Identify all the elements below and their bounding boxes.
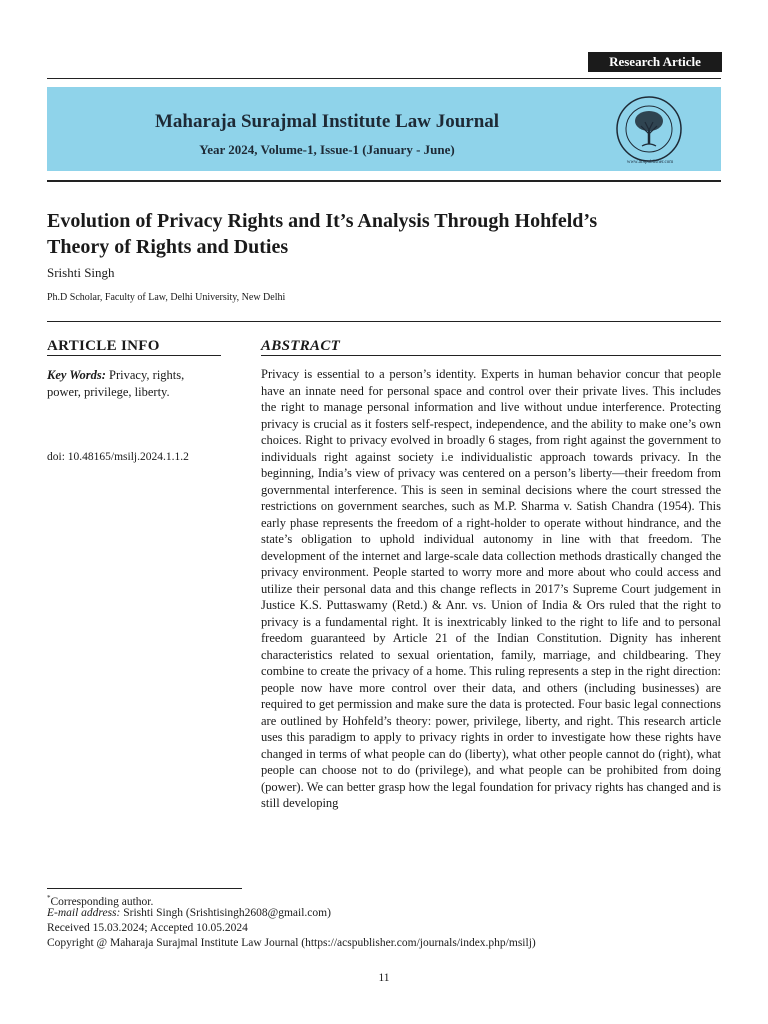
publisher-logo-icon [612,94,686,168]
keywords [47,367,221,400]
journal-issue: Year 2024, Volume-1, Issue-1 (January - June) [199,142,455,157]
section-divider [47,321,721,322]
article-info-rule [47,355,221,356]
keywords-list: Privacy, rights, power, privilege, liberty. [47,368,185,399]
footnote-copyright: Copyright @ Maharaja Surajmal Institute Law Journal (https://acspublisher.com/journals/index.php/msilj) [47,937,536,949]
article-title-line-1: Evolution of Privacy Rights and It’s Analysis Through Hohfeld’s [47,210,598,232]
abstract-text: Privacy is essential to a person’s identity. Experts in human behavior concur that people have an innate need for personal space and control over their private lives. This includes the right to manage personal information and live without undue interference. Protecting privacy is crucial as it fosters self-respect, independence, and the ability to make one’s own choices. Right to privacy evolved in broadly 6 stages, from right against the government to individuals right against society i.e individualistic approach towards privacy. In the beginning, India’s view of privacy was centered on a person’s liberty—their freedom from governmental interference. This is seen in seminal decisions where the court stressed the restrictions on government searches, such as M.P. Sharma v. Satish Chandra (1954). This early phase represents the freedom of a right-holder to operate without hindrance, and the state’s obligation to uphold individual autonomy in line with that freedom. The development of the internet and large-scale data collection methods drastically changed the privacy environment. People started to worry more and more about who could access and utilize their personal data and this change reflects in 2017’s Supreme Court judgement in Justice K.S. Puttaswamy (Retd.) & Anr. vs. Union of India & Ors ruled that the right to privacy is a fundamental right. It is inextricably linked to the right to life and to personal freedom guaranteed by Article 21 of the Indian Constitution. Dignity has inherent characteristics related to sexual orientation, family, marriage, and childbearing. They combine to create the privacy of a home. This ruling represents a step in the right direction: people now have more control over their data, and others (including businesses) are required to get permission and make sure the data is protected. Four basic legal connections are outlined by Hohfeld’s theory: power, privilege, liberty, and right. This research article uses this paradigm to apply to privacy rights in order to investigate how these rights have changed in terms of what people can do (liberty), what other people cannot do (right), what people can choose not to do (privilege), and what people can be prohibited from doing (power). We can better grasp how the legal foundation for privacy rights has changed and is still developing [261,367,721,810]
keywords-label: Key Words: [47,368,106,382]
abstract-rule [261,355,721,356]
article-type-badge: Research Article [588,52,722,72]
doi[interactable]: doi: 10.48165/msilj.2024.1.1.2 [47,451,189,463]
footnote-rule [47,888,242,889]
abstract-heading: ABSTRACT [261,338,341,354]
email-label: E-mail address: [47,907,121,919]
article-title [47,208,721,260]
footnote-email [47,906,331,921]
email-value[interactable]: Srishti Singh (Srishtisingh2608@gmail.com) [120,907,331,919]
footnote-mark: * [47,894,51,902]
page-number: 11 [378,972,390,984]
top-divider [47,78,721,79]
article-info-heading: ARTICLE INFO [47,338,160,354]
banner-divider [47,180,721,182]
journal-title: Maharaja Surajmal Institute Law Journal [154,111,500,132]
author-name: Srishti Singh [47,265,115,280]
article-title-line-2: Theory of Rights and Duties [47,236,289,258]
author-affiliation: Ph.D Scholar, Faculty of Law, Delhi University, New Delhi [47,292,286,303]
publisher-url: www.acspublisher.com [626,160,674,165]
footnote-received: Received 15.03.2024; Accepted 10.05.2024 [47,922,248,934]
corresponding-text: Corresponding author. [50,895,154,908]
